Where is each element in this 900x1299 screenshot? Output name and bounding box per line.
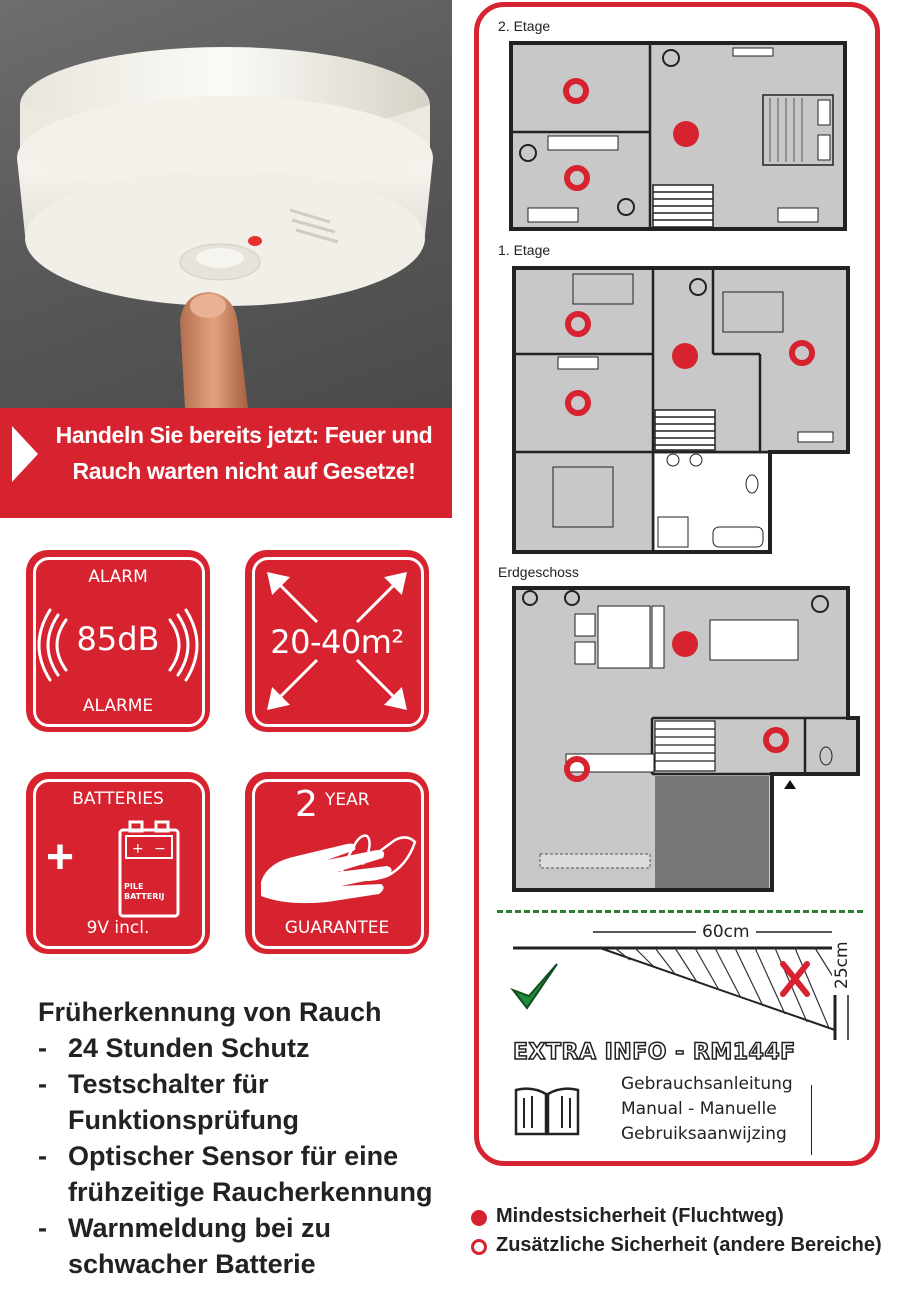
coffee-table-icon: [598, 606, 650, 668]
coverage-value: 20-40m²: [270, 623, 404, 661]
alarm-badge: [26, 550, 210, 732]
dining-table-icon: [710, 620, 798, 660]
desk-icon: [798, 432, 833, 442]
batteries-bottom-label: 9V incl.: [86, 918, 150, 938]
width-label: 60cm: [696, 922, 756, 942]
stairs-icon: [655, 721, 715, 771]
floorplan-2nd: [508, 40, 848, 232]
feature-item: - Optischer Sensor für eine frühzeitige Raucherkennung: [38, 1141, 433, 1207]
feature-item: - Warnmeldung bei zu schwacher Batterie: [38, 1213, 331, 1279]
handshake-icon: [257, 822, 419, 910]
armchair-icon: [575, 614, 595, 636]
feature-item: - Testschalter für Funktionsprüfung: [38, 1069, 299, 1135]
svg-text:−: −: [154, 841, 166, 857]
manual-title: EXTRA INFO - RM144F: [513, 1040, 796, 1065]
guarantee-badge: [245, 772, 429, 954]
floor-label-2nd: 2. Etage: [498, 18, 551, 34]
storage-area: [655, 776, 769, 888]
alarm-value: 85dB: [76, 620, 160, 658]
feature-item: - 24 Stunden Schutz: [38, 1033, 310, 1063]
cross-icon: [783, 964, 807, 994]
legend-filled: Mindestsicherheit (Fluchtweg): [496, 1205, 784, 1227]
armchair-icon: [575, 642, 595, 664]
guarantee-unit: YEAR: [325, 790, 370, 810]
guarantee-number: 2: [295, 784, 318, 825]
coverage-badge: [245, 550, 429, 732]
kitchen-units: [540, 854, 650, 868]
batteries-badge: [26, 772, 210, 954]
stairs-icon: [653, 185, 713, 227]
detector-filled-marker: [672, 631, 698, 657]
detector-filled-marker: [673, 121, 699, 147]
bathroom: [655, 454, 768, 550]
shelf-icon: [778, 208, 818, 222]
sofa-icon: [548, 136, 618, 150]
play-arrow-icon: [10, 424, 40, 484]
smoke-detector-photo: [0, 0, 452, 408]
legend-icons: [468, 1207, 490, 1263]
manual-line-3: Gebruiksaanwijzing: [621, 1124, 787, 1144]
manual-line-2: Manual - Manuelle: [621, 1099, 777, 1119]
slogan-line-2: Rauch warten nicht auf Gesetze!: [72, 458, 416, 484]
bed-icon: [723, 292, 783, 332]
svg-text:+: +: [132, 841, 144, 857]
batterij-label: BATTERIJ: [124, 892, 165, 901]
floorplan-ground: [500, 584, 864, 894]
plus-sign: +: [46, 831, 75, 884]
manual-box: [606, 1085, 812, 1155]
floor-label-1st: 1. Etage: [498, 242, 551, 258]
entrance-marker: [784, 780, 796, 789]
pile-label: PILE: [124, 882, 144, 891]
desk-icon: [558, 357, 598, 369]
desk-icon: [528, 208, 578, 222]
tv-icon: [733, 48, 773, 56]
ring-dot-icon: [473, 1241, 486, 1254]
manual-line-1: Gebrauchsanleitung: [621, 1074, 793, 1094]
slogan-banner: [0, 408, 452, 518]
section-divider: [497, 910, 863, 913]
check-icon: [513, 964, 557, 1008]
feature-list: [38, 994, 458, 1282]
detector-filled-marker: [672, 343, 698, 369]
batteries-top-label: BATTERIES: [72, 789, 164, 809]
guarantee-bottom-label: GUARANTEE: [284, 918, 390, 938]
battery-icon: [116, 816, 182, 918]
bed-icon: [573, 274, 633, 304]
stairs-icon: [655, 410, 715, 450]
sofa-icon: [652, 606, 664, 668]
slogan-line-1: Handeln Sie bereits jetzt: Feuer und: [55, 422, 433, 448]
placement-diagram: [505, 920, 865, 1040]
alarm-bottom-label: ALARME: [82, 696, 154, 716]
book-icon: [512, 1080, 582, 1140]
alarm-top-label: ALARM: [88, 567, 148, 587]
legend-ring: Zusätzliche Sicherheit (andere Bereiche): [496, 1234, 882, 1256]
feature-heading: Früherkennung von Rauch: [38, 997, 382, 1027]
floorplan-1st: [508, 262, 856, 562]
filled-dot-icon: [471, 1210, 487, 1226]
product-photo: [0, 0, 452, 408]
bed-icon: [553, 467, 613, 527]
height-label: 25cm: [832, 923, 852, 995]
floor-label-ground: Erdgeschoss: [498, 564, 579, 580]
